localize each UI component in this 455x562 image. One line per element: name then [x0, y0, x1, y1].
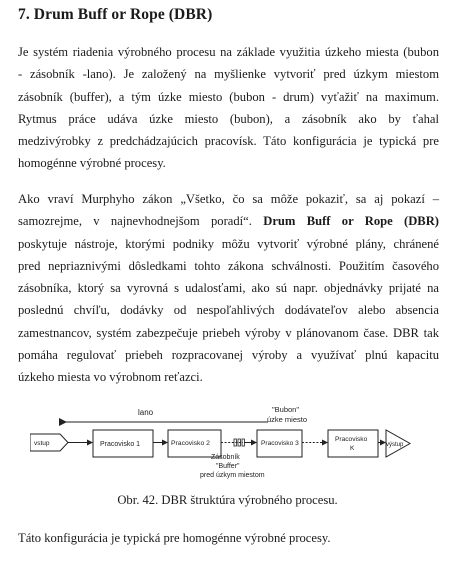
text-line: pred nepriaznivými dôsledkami tohto zákona schválnosti. Použitím časového	[18, 258, 439, 273]
text-fragment: samozrejme, v najnevhodnejšom poradí“.	[18, 214, 252, 229]
workstation-k-label: Pracovisko	[335, 436, 368, 443]
text-line	[18, 210, 439, 232]
text-line: medzivýrobky z predchádzajúcich pracovísk. Táto konfigurácia je typická pre	[18, 134, 439, 149]
workstation-2-label: Pracovisko 2	[171, 440, 210, 447]
figure-caption: Obr. 42. DBR štruktúra výrobného procesu.	[117, 493, 338, 507]
text-line: úzkeho miesta vo výrobnom reťazci.	[18, 370, 203, 385]
dbr-diagram	[30, 405, 420, 483]
text-line: poskytuje nástroje, ktorými podniky môžu vytvoriť výrobné plány, chránené	[18, 236, 439, 251]
text-line: pomáha regulovať priebeh rozpracovanej výroby a využívať plnú kapacitu	[18, 348, 439, 363]
closing-sentence: Táto konfigurácia je typická pre homogénne výrobné procesy.	[18, 531, 331, 545]
rope-label: lano	[138, 408, 154, 417]
input-label: vstup	[34, 440, 50, 447]
workstation-3-label: Pracovisko 3	[261, 440, 299, 447]
paragraph-intro	[18, 41, 439, 175]
buffer-sublabel: "Buffer"	[216, 463, 240, 470]
text-line: homogénne výrobné procesy.	[18, 156, 166, 171]
workstation-1-label: Pracovisko 1	[100, 441, 141, 448]
bold-term: Drum Buff or Rope (DBR)	[263, 214, 439, 229]
text-line: zamestnancov, systém zabezpečuje priebeh výroby v plánovanom čase. DBR tak	[18, 325, 439, 340]
buffer-label: Zásobník	[211, 454, 240, 461]
text-line: Ako vraví Murphyho zákon „Všetko, čo sa môže pokaziť, sa aj pokazí –	[18, 192, 439, 206]
text-line: Je systém riadenia výrobného procesu na základe využitia úzkeho miesta (bubon	[18, 45, 439, 59]
text-line: Rytmus práce udáva úzke miesto (bubon), a zásobník ako by ťahal	[18, 111, 439, 126]
buffer-description: pred úzkym miestom	[200, 472, 265, 479]
section-heading: 7. Drum Buff or Rope (DBR)	[18, 6, 213, 23]
text-line: zásobníka, ktorý sa vyrovná s udalosťami, ako sú napr. objednávky prijaté na	[18, 281, 439, 296]
text-line: - zásobník -lano). Je založený na myšlienke vytvoriť pred úzkym miestom	[18, 67, 439, 82]
text-line: poslednú chvíľu, dodávky od nespoľahlivých dodávateľov alebo absencia	[18, 303, 439, 318]
text-line: zásobník (buffer), a tým úzke miesto (bubon - drum) vyťažiť na maximum.	[18, 89, 439, 104]
workstation-k-sublabel: K	[350, 445, 355, 452]
paragraph-murphy	[18, 188, 439, 389]
output-label: výstup	[386, 442, 404, 448]
drum-label: "Bubon"	[272, 405, 300, 414]
drum-sublabel: úzke miesto	[267, 415, 308, 424]
workstation-k	[328, 430, 378, 457]
